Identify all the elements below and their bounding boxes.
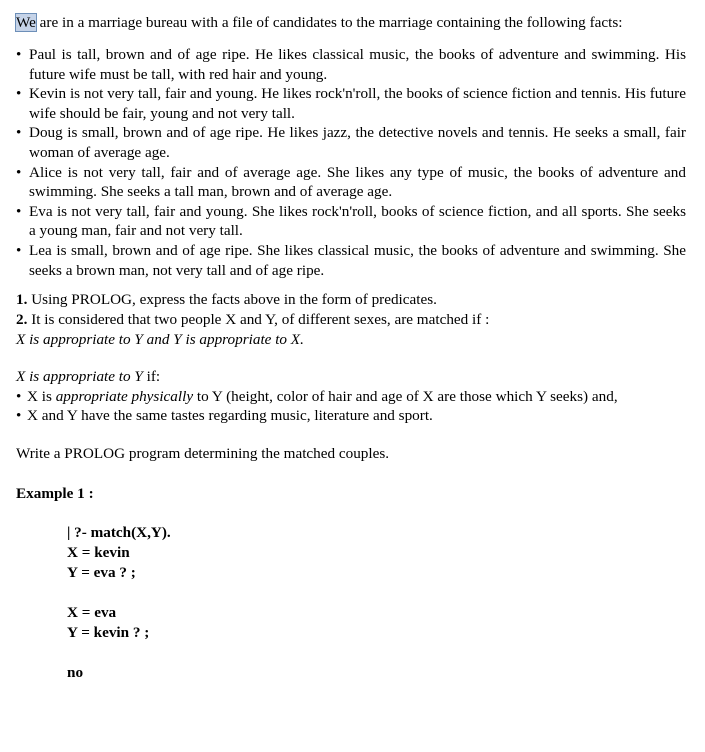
document-page (16, 13, 686, 683)
fact-alice: • Alice is not very tall, fair and of average age. She likes any type of music, the books of adventure and swimming. She seeks a tall man, brown and of average age. (16, 163, 686, 201)
highlighted-word[interactable]: We (16, 14, 36, 31)
question-2-condition: X is appropriate to Y and Y is appropriate to X. (16, 331, 304, 349)
bullet-icon: • (16, 407, 22, 425)
example-code (67, 523, 686, 683)
definition-item-tastes: • X and Y have the same tastes regarding music, literature and sport. (16, 407, 433, 425)
fact-paul: • Paul is tall, brown and of age ripe. He likes classical music, the books of adventure and swimming. His future wife must be tall, with red hair and young. (16, 46, 686, 83)
code-line: no (67, 663, 84, 681)
code-spacer (67, 643, 686, 663)
question-1: 1. Using PROLOG, express the facts above in the form of predicates. (16, 291, 437, 309)
fact-eva: • Eva is not very tall, fair and young. She likes rock'n'roll, books of science fiction, and all sports. She seeks a young man, fair and not very tall. (16, 202, 686, 240)
appropriate-definition (16, 367, 686, 426)
fact-kevin: • Kevin is not very tall, fair and young. He likes rock'n'roll, the books of science fiction and tennis. His future wife should be fair, young and not very tall. (16, 85, 686, 122)
bullet-icon: • (16, 241, 22, 259)
questions-section (16, 290, 686, 350)
definition-item-physical: • X is appropriate physically to Y (height, color of hair and age of X are those which Y seeks) and, (16, 387, 618, 405)
bullet-icon: • (16, 163, 22, 181)
code-line: X = kevin (67, 543, 130, 561)
task-instruction: Write a PROLOG program determining the matched couples. (16, 444, 390, 462)
bullet-icon: • (16, 387, 22, 405)
code-line: Y = kevin ? ; (67, 623, 150, 641)
intro-text: are in a marriage bureau with a file of candidates to the marriage containing the following facts: (35, 14, 623, 31)
bullet-icon: • (16, 124, 22, 142)
definition-heading: X is appropriate to Y if: (16, 368, 161, 386)
fact-doug: • Doug is small, brown and of age ripe. He likes jazz, the detective novels and tennis. He seeks a small, fair woman of average age. (16, 124, 686, 161)
code-line: Y = eva ? ; (67, 563, 136, 581)
code-line: X = eva (67, 603, 117, 621)
bullet-icon: • (16, 202, 22, 220)
example-title: Example 1 : (16, 484, 94, 502)
bullet-icon: • (16, 46, 22, 63)
code-query: | ?- match(X,Y). (67, 523, 171, 541)
question-2: 2. It is considered that two people X and Y, of different sexes, are matched if : (16, 311, 490, 329)
code-spacer (67, 583, 686, 603)
facts-list (16, 45, 686, 280)
intro-paragraph (16, 13, 686, 33)
fact-lea: • Lea is small, brown and of age ripe. She likes classical music, the books of adventure and swimming. She seeks a brown man, not very tall and of age ripe. (16, 241, 686, 279)
bullet-icon: • (16, 85, 22, 103)
